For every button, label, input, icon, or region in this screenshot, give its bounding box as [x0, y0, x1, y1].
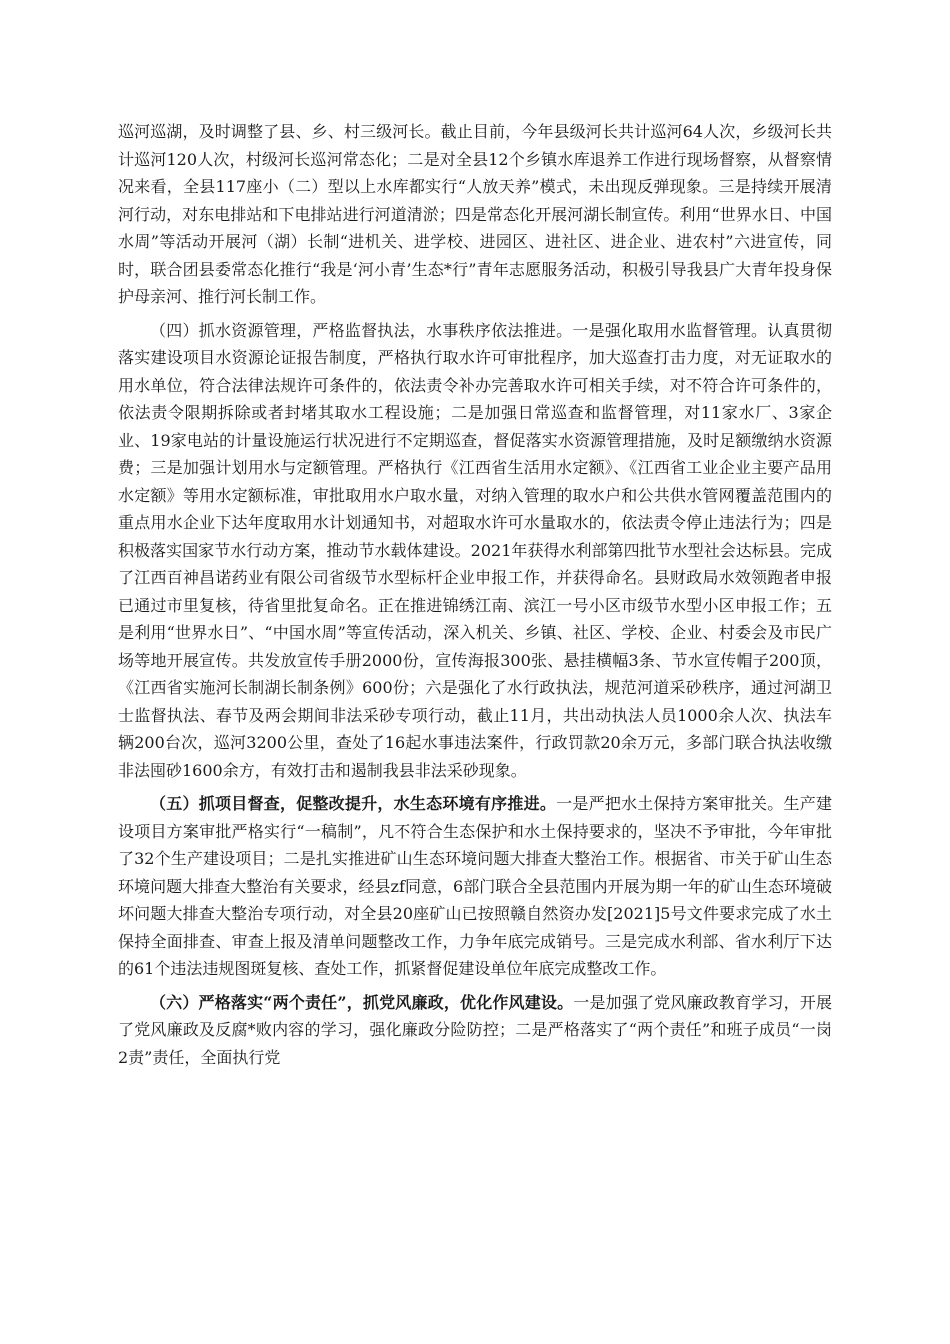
paragraph-heading: （五）抓项目督查，促整改提升，水生态环境有序推进。	[150, 794, 557, 813]
paragraph-body: 巡河巡湖，及时调整了县、乡、村三级河长。截止目前，今年县级河长共计巡河64人次，乡级河长共计巡河120人次，村级河长巡河常态化；二是对全县12个乡镇水库退养工作进行现场督察，从督察情况来看，全县117座小（二）型以上水库都实行“人放天养”模式，未出现反弹现象。三是持续开展清河行动，对东电排站和下电排站进行河道清淤；四是常态化开展河湖长制宣传。利用“世界水日、中国水周”等活动开展河（湖）长制“进机关、进学校、进园区、进社区、进企业、进农村”六进宣传，同时，联合团县委常态化推行“我是‘河小青’生态*行”青年志愿服务活动，积极引导我县广大青年投身保护母亲河、推行河长制工作。	[118, 122, 832, 306]
paragraph-body: 一是加强了党风廉政教育学习，开展了党风廉政及反腐*败内容的学习，强化廉政分险防控；二是严格落实了“两个责任”和班子成员“一岗2责”责任，全面执行党	[118, 992, 832, 1067]
paragraph-body: （四）抓水资源管理，严格监督执法，水事秩序依法推进。一是强化取用水监督管理。认真贯彻落实建设项目水资源论证报告制度，严格执行取水许可审批程序，加大巡查打击力度，对无证取水的用水单位，符合法律法规许可条件的，依法责令补办完善取水许可相关手续，对不符合许可条件的，依法责令限期拆除或者封堵其取水工程设施；二是加强日常巡查和监督管理，对11家水厂、3家企业、19家电站的计量设施运行状况进行不定期巡查，督促落实水资源管理措施，及时足额缴纳水资源费；三是加强计划用水与定额管理。严格执行《江西省生活用水定额》、《江西省工业企业主要产品用水定额》等用水定额标准，审批取用水户取水量，对纳入管理的取水户和公共供水管网覆盖范围内的重点用水企业下达年度取用水计划通知书，对超取水许可水量取水的，依法责令停止违法行为；四是积极落实国家节水行动方案，推动节水载体建设。2021年获得水利部第四批节水型社会达标县。完成了江西百神昌诺药业有限公司省级节水型标杆企业申报工作，并获得命名。县财政局水效领跑者申报已通过市里复核，待省里批复命名。正在推进锦绣江南、滨江一号小区市级节水型小区申报工作；五是利用“世界水日”、“中国水周”等宣传活动，深入机关、乡镇、社区、学校、企业、村委会及市民广场等地开展宣传。共发放宣传手册2000份，宣传海报300张、悬挂横幅3条、节水宣传帽子200顶，《江西省实施河长制湖长制条例》600份；六是强化了水行政执法，规范河道采砂秩序，通过河湖卫士监督执法、春节及两会期间非法采砂专项行动，截止11月，共出动执法人员1000余人次、执法车辆200台次，巡河3200公里，查处了16起水事违法案件，行政罚款20余万元，多部门联合执法收缴非法囤砂1600余方，有效打击和遏制我县非法采砂现象。	[118, 320, 832, 780]
paragraph-project-supervision	[118, 790, 832, 983]
paragraph-party-conduct	[118, 989, 832, 1072]
paragraph-heading: （六）严格落实“两个责任”，抓党风廉政，优化作风建设。	[150, 992, 574, 1012]
document-page	[118, 118, 832, 1077]
paragraph-river-patrol	[118, 118, 832, 311]
paragraph-water-resource-management	[118, 317, 832, 785]
paragraph-body: 一是严把水土保持方案审批关。生产建设项目方案审批严格实行“一稿制”，凡不符合生态保护和水土保持要求的，坚决不予审批，今年审批了32个生产建设项目；二是扎实推进矿山生态环境问题大排查大整治工作。根据省、市关于矿山生态环境问题大排查大整治有关要求，经县zf同意，6部门联合全县范围内开展为期一年的矿山生态环境破坏问题大排查大整治专项行动，对全县20座矿山已按照赣自然资办发[2021]5号文件要求完成了水土保持全面排查、审查上报及清单问题整改工作，力争年底完成销号。三是完成水利部、省水利厅下达的61个违法违规图斑复核、查处工作，抓紧督促建设单位年底完成整改工作。	[118, 794, 832, 978]
